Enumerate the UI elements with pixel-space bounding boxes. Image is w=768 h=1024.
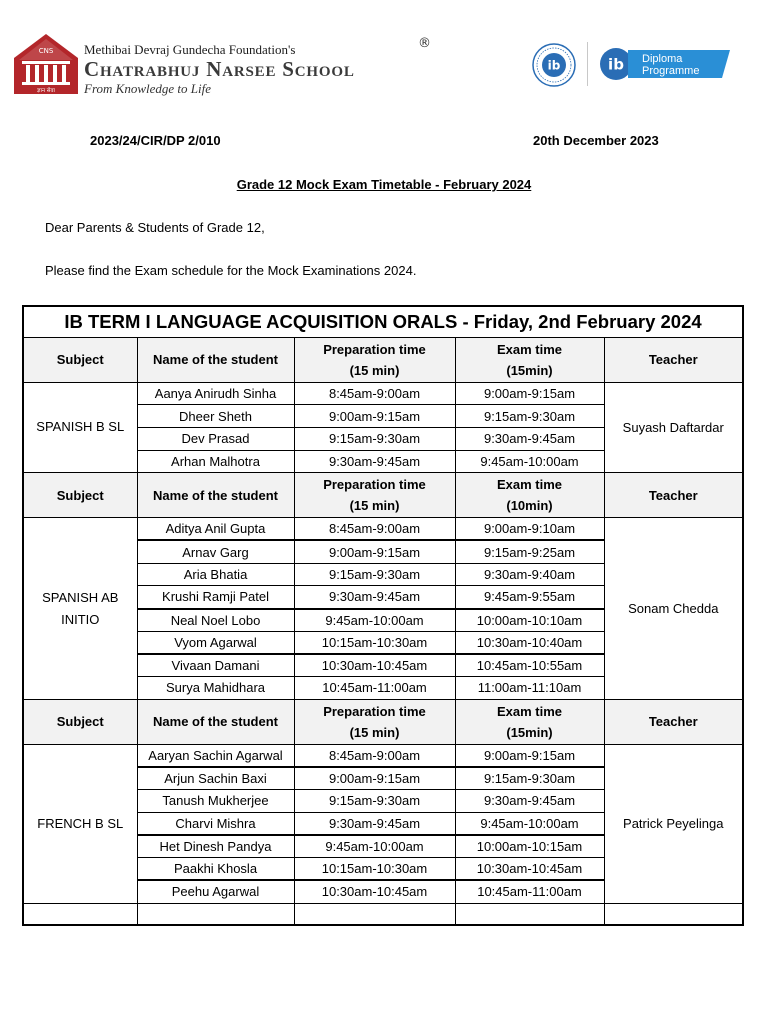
timetable-title: IB TERM I LANGUAGE ACQUISITION ORALS - Friday, 2nd February 2024 — [23, 306, 743, 337]
exam-time: 9:45am-10:00am — [455, 812, 604, 835]
header-subject: Subject — [23, 337, 137, 382]
timetable-title-row — [23, 306, 743, 337]
student-name: Aria Bhatia — [137, 563, 294, 586]
table-row — [23, 518, 743, 541]
subject-name: FRENCH B SL — [37, 815, 124, 831]
circular-title: Grade 12 Mock Exam Timetable - February 2024 — [236, 177, 532, 192]
prep-time: 10:15am-10:30am — [294, 858, 455, 881]
empty-row — [23, 903, 743, 925]
header-prep-label: Preparation time — [323, 341, 426, 357]
exam-time: 9:00am-9:10am — [455, 518, 604, 541]
student-name: Tanush Mukherjee — [137, 790, 294, 813]
exam-time: 9:00am-9:15am — [455, 382, 604, 405]
prep-time: 9:00am-9:15am — [294, 405, 455, 428]
prep-time: 9:45am-10:00am — [294, 835, 455, 858]
header-exam-label: Exam time — [496, 703, 563, 719]
header-teacher: Teacher — [604, 699, 743, 744]
circular-date: 20th December 2023 — [533, 133, 659, 148]
exam-time: 10:45am-10:55am — [455, 654, 604, 677]
svg-text:ज्ञान सेवा: ज्ञान सेवा — [37, 88, 55, 94]
prep-time: 9:30am-9:45am — [294, 586, 455, 609]
header-prep-duration: (15 min) — [349, 498, 400, 514]
empty-cell — [23, 903, 137, 925]
header-teacher: Teacher — [604, 473, 743, 518]
empty-cell — [137, 903, 294, 925]
svg-text:CNS: CNS — [38, 47, 54, 55]
salutation: Dear Parents & Students of Grade 12, — [45, 220, 265, 235]
exam-time: 9:15am-9:30am — [455, 405, 604, 428]
student-name: Dheer Sheth — [137, 405, 294, 428]
prep-time: 8:45am-9:00am — [294, 744, 455, 767]
prep-time: 9:00am-9:15am — [294, 540, 455, 563]
header-prep-time — [294, 337, 455, 382]
student-name: Het Dinesh Pandya — [137, 835, 294, 858]
student-name: Aanya Anirudh Sinha — [137, 382, 294, 405]
header-row — [23, 699, 743, 744]
header-exam-label: Exam time — [496, 341, 563, 357]
table-row — [23, 382, 743, 405]
school-crest-logo — [12, 32, 80, 96]
header-exam-time — [455, 699, 604, 744]
timetable — [22, 305, 744, 926]
header-subject: Subject — [23, 473, 137, 518]
header-exam-duration: (15min) — [506, 362, 553, 378]
school-tagline: From Knowledge to Life — [84, 81, 211, 96]
prep-time: 9:30am-9:45am — [294, 812, 455, 835]
exam-time: 10:30am-10:45am — [455, 858, 604, 881]
letterhead — [0, 0, 768, 110]
svg-text:Programme: Programme — [642, 65, 700, 77]
registered-mark: ® — [418, 36, 431, 51]
empty-cell — [294, 903, 455, 925]
exam-time: 10:30am-10:40am — [455, 631, 604, 654]
header-student: Name of the student — [137, 699, 294, 744]
intro-paragraph: Please find the Exam schedule for the Mock Examinations 2024. — [45, 263, 417, 278]
student-name: Aaryan Sachin Agarwal — [137, 744, 294, 767]
header-student: Name of the student — [137, 473, 294, 518]
prep-time: 10:30am-10:45am — [294, 880, 455, 903]
ib-diploma-programme-logo — [598, 46, 730, 82]
prep-time: 8:45am-9:00am — [294, 382, 455, 405]
student-name: Vivaan Damani — [137, 654, 294, 677]
exam-time: 11:00am-11:10am — [455, 677, 604, 700]
student-name: Neal Noel Lobo — [137, 609, 294, 632]
header-prep-duration: (15 min) — [349, 362, 400, 378]
prep-time: 10:45am-11:00am — [294, 677, 455, 700]
exam-time: 9:15am-9:25am — [455, 540, 604, 563]
subject-cell — [23, 744, 137, 903]
logo-divider — [587, 42, 588, 86]
prep-time: 10:30am-10:45am — [294, 654, 455, 677]
ib-world-school-seal-icon — [530, 42, 578, 88]
subject-cell — [23, 518, 137, 700]
exam-time: 9:45am-9:55am — [455, 586, 604, 609]
exam-time: 9:00am-9:15am — [455, 744, 604, 767]
prep-time: 9:15am-9:30am — [294, 427, 455, 450]
exam-time: 9:30am-9:40am — [455, 563, 604, 586]
exam-time: 9:30am-9:45am — [455, 790, 604, 813]
prep-time: 9:00am-9:15am — [294, 767, 455, 790]
student-name: Peehu Agarwal — [137, 880, 294, 903]
empty-cell — [455, 903, 604, 925]
student-name: Charvi Mishra — [137, 812, 294, 835]
table-row — [23, 744, 743, 767]
school-name: Chatrabhuj Narsee School — [84, 57, 355, 81]
student-name: Arhan Malhotra — [137, 450, 294, 473]
student-name: Vyom Agarwal — [137, 631, 294, 654]
header-prep-time — [294, 473, 455, 518]
header-prep-label: Preparation time — [323, 703, 426, 719]
svg-text:ib: ib — [547, 58, 561, 73]
header-prep-label: Preparation time — [323, 477, 426, 493]
prep-time: 8:45am-9:00am — [294, 518, 455, 541]
student-name: Aditya Anil Gupta — [137, 518, 294, 541]
exam-time: 10:00am-10:15am — [455, 835, 604, 858]
header-prep-time — [294, 699, 455, 744]
exam-time: 10:45am-11:00am — [455, 880, 604, 903]
subject-cell — [23, 382, 137, 473]
student-name: Paakhi Khosla — [137, 858, 294, 881]
exam-time: 9:15am-9:30am — [455, 767, 604, 790]
exam-time: 9:30am-9:45am — [455, 427, 604, 450]
subject-name: SPANISH AB — [42, 589, 119, 605]
prep-time: 9:45am-10:00am — [294, 609, 455, 632]
header-row — [23, 337, 743, 382]
subject-name-cont: INITIO — [61, 611, 100, 627]
school-name-block — [84, 36, 431, 98]
empty-cell — [604, 903, 743, 925]
header-exam-duration: (10min) — [506, 498, 553, 514]
student-name: Dev Prasad — [137, 427, 294, 450]
prep-time: 9:30am-9:45am — [294, 450, 455, 473]
student-name: Surya Mahidhara — [137, 677, 294, 700]
exam-time: 10:00am-10:10am — [455, 609, 604, 632]
prep-time: 10:15am-10:30am — [294, 631, 455, 654]
header-exam-duration: (15min) — [506, 724, 553, 740]
prep-time: 9:15am-9:30am — [294, 563, 455, 586]
teacher-name: Sonam Chedda — [604, 518, 743, 700]
header-exam-label: Exam time — [496, 477, 563, 493]
student-name: Arnav Garg — [137, 540, 294, 563]
header-exam-time — [455, 337, 604, 382]
svg-text:Diploma: Diploma — [642, 53, 683, 65]
header-row — [23, 473, 743, 518]
teacher-name: Suyash Daftardar — [604, 382, 743, 473]
student-name: Krushi Ramji Patel — [137, 586, 294, 609]
teacher-name: Patrick Peyelinga — [604, 744, 743, 903]
header-subject: Subject — [23, 699, 137, 744]
header-student: Name of the student — [137, 337, 294, 382]
svg-text:ib: ib — [608, 55, 624, 74]
subject-name: SPANISH B SL — [36, 419, 125, 435]
prep-time: 9:15am-9:30am — [294, 790, 455, 813]
foundation-name: Methibai Devraj Gundecha Foundation's — [84, 42, 296, 57]
exam-time: 9:45am-10:00am — [455, 450, 604, 473]
header-exam-time — [455, 473, 604, 518]
header-prep-duration: (15 min) — [349, 724, 400, 740]
circular-reference: 2023/24/CIR/DP 2/010 — [90, 133, 221, 148]
student-name: Arjun Sachin Baxi — [137, 767, 294, 790]
header-teacher: Teacher — [604, 337, 743, 382]
